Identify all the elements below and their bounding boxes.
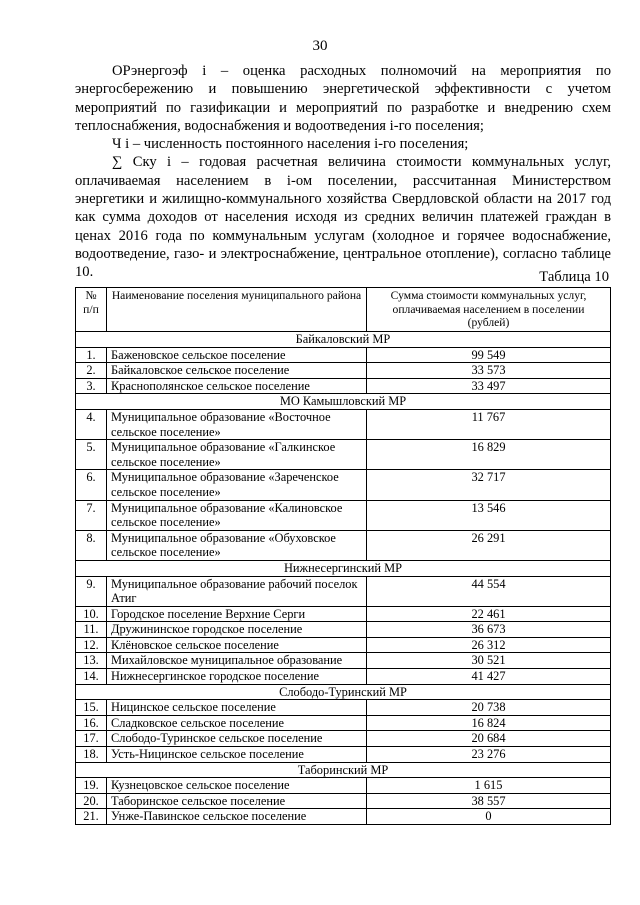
cost-value: 30 521 [367, 653, 611, 669]
district-name: МО Камышловский МР [76, 394, 611, 410]
cost-value: 13 546 [367, 500, 611, 530]
cost-value: 16 829 [367, 440, 611, 470]
settlement-name: Сладковское сельское поселение [107, 715, 367, 731]
table-row [76, 530, 611, 560]
district-group-row [76, 332, 611, 348]
district-name: Нижнесергинский МР [76, 560, 611, 576]
cost-value: 20 738 [367, 700, 611, 716]
row-number: 15. [76, 700, 107, 716]
table-row [76, 715, 611, 731]
row-number: 21. [76, 809, 107, 825]
table-row [76, 731, 611, 747]
cost-value: 23 276 [367, 747, 611, 763]
settlement-name: Муниципальное образование «Восточное сельское поселение» [107, 409, 367, 439]
table-row [76, 809, 611, 825]
settlement-name: Муниципальное образование «Галкинское сельское поселение» [107, 440, 367, 470]
table-row [76, 409, 611, 439]
settlement-name: Михайловское муниципальное образование [107, 653, 367, 669]
table-row [76, 653, 611, 669]
row-number: 20. [76, 793, 107, 809]
row-number: 3. [76, 378, 107, 394]
settlement-name: Клёновское сельское поселение [107, 637, 367, 653]
row-number: 2. [76, 363, 107, 379]
settlement-name: Муниципальное образование рабочий поселок Атиг [107, 576, 367, 606]
settlement-name: Муниципальное образование «Зареченское сельское поселение» [107, 470, 367, 500]
row-number: 6. [76, 470, 107, 500]
cost-value: 44 554 [367, 576, 611, 606]
cost-value: 22 461 [367, 606, 611, 622]
cost-value: 33 573 [367, 363, 611, 379]
table-row [76, 470, 611, 500]
district-group-row [76, 394, 611, 410]
cost-value: 38 557 [367, 793, 611, 809]
table-row [76, 637, 611, 653]
cost-value: 20 684 [367, 731, 611, 747]
settlement-name: Баженовское сельское поселение [107, 347, 367, 363]
utility-costs-table [75, 287, 611, 825]
settlement-name: Усть-Ницинское сельское поселение [107, 747, 367, 763]
settlement-name: Дружининское городское поселение [107, 622, 367, 638]
table-row [76, 700, 611, 716]
row-number: 17. [76, 731, 107, 747]
settlement-name: Муниципальное образование «Калиновское сельское поселение» [107, 500, 367, 530]
cost-value: 0 [367, 809, 611, 825]
settlement-name: Байкаловское сельское поселение [107, 363, 367, 379]
district-group-row [76, 762, 611, 778]
paragraph-population: Ч i – численность постоянного населения i-го поселения; [112, 136, 469, 153]
district-name: Таборинский МР [76, 762, 611, 778]
table-body [76, 332, 611, 825]
table-row [76, 606, 611, 622]
table-row [76, 793, 611, 809]
settlement-name: Нижнесергинское городское поселение [107, 669, 367, 685]
district-name: Байкаловский МР [76, 332, 611, 348]
paragraph-utility-costs: ∑ Ску i – годовая расчетная величина стоимости коммунальных услуг, оплачиваемая населением в i-ом поселении, рассчитанная Министерством энергетики и жилищно-коммунального хозяйства Свердловской области на 2017 год как сумма доходов от населения исходя из средних величин платежей граждан в ценах 2016 года по коммунальным услугам (холодное и горячее водоснабжение, водоотведение, газо- и электроснабжение, центральное отопление), согласно таблице 10. [75, 154, 611, 281]
cost-value: 16 824 [367, 715, 611, 731]
row-number: 4. [76, 409, 107, 439]
row-number: 16. [76, 715, 107, 731]
row-number: 10. [76, 606, 107, 622]
table-row [76, 363, 611, 379]
settlement-name: Ницинское сельское поселение [107, 700, 367, 716]
row-number: 9. [76, 576, 107, 606]
district-group-row [76, 684, 611, 700]
settlement-name: Слободо-Туринское сельское поселение [107, 731, 367, 747]
district-group-row [76, 560, 611, 576]
cost-value: 26 291 [367, 530, 611, 560]
body-text [75, 62, 611, 282]
row-number: 12. [76, 637, 107, 653]
settlement-name: Кузнецовское сельское поселение [107, 778, 367, 794]
row-number: 7. [76, 500, 107, 530]
settlement-name: Городское поселение Верхние Серги [107, 606, 367, 622]
cost-value: 1 615 [367, 778, 611, 794]
row-number: 13. [76, 653, 107, 669]
header-cost-sum: Сумма стоимости коммунальных услуг, оплачиваемая населением в поселении (рублей) [367, 288, 611, 332]
table-row [76, 347, 611, 363]
table-row [76, 440, 611, 470]
row-number: 8. [76, 530, 107, 560]
row-number: 1. [76, 347, 107, 363]
settlement-name: Таборинское сельское поселение [107, 793, 367, 809]
cost-value: 33 497 [367, 378, 611, 394]
header-settlement-name: Наименование поселения муниципального района [107, 288, 367, 332]
cost-value: 36 673 [367, 622, 611, 638]
cost-value: 32 717 [367, 470, 611, 500]
row-number: 11. [76, 622, 107, 638]
table-row [76, 669, 611, 685]
cost-value: 11 767 [367, 409, 611, 439]
settlement-name: Краснополянское сельское поселение [107, 378, 367, 394]
settlement-name: Унже-Павинское сельское поселение [107, 809, 367, 825]
paragraph-energy-efficiency: ОРэнергоэф i – оценка расходных полномочий на мероприятия по энергосбережению и повышению энергетической эффективности с учетом мероприятий по газификации и мероприятий по разработке и внедрению схем теплоснабжения, водоснабжения и водоотведения i-го поселения; [75, 63, 611, 134]
table-row [76, 576, 611, 606]
table-header-row [76, 288, 611, 332]
table-caption: Таблица 10 [539, 269, 609, 285]
cost-value: 41 427 [367, 669, 611, 685]
district-name: Слободо-Туринский МР [76, 684, 611, 700]
row-number: 14. [76, 669, 107, 685]
row-number: 18. [76, 747, 107, 763]
table-row [76, 778, 611, 794]
table-row [76, 500, 611, 530]
header-number: № п/п [76, 288, 107, 332]
row-number: 5. [76, 440, 107, 470]
table-row [76, 378, 611, 394]
table-row [76, 622, 611, 638]
page-number: 30 [312, 38, 328, 54]
table-row [76, 747, 611, 763]
cost-value: 26 312 [367, 637, 611, 653]
cost-value: 99 549 [367, 347, 611, 363]
row-number: 19. [76, 778, 107, 794]
settlement-name: Муниципальное образование «Обуховское сельское поселение» [107, 530, 367, 560]
